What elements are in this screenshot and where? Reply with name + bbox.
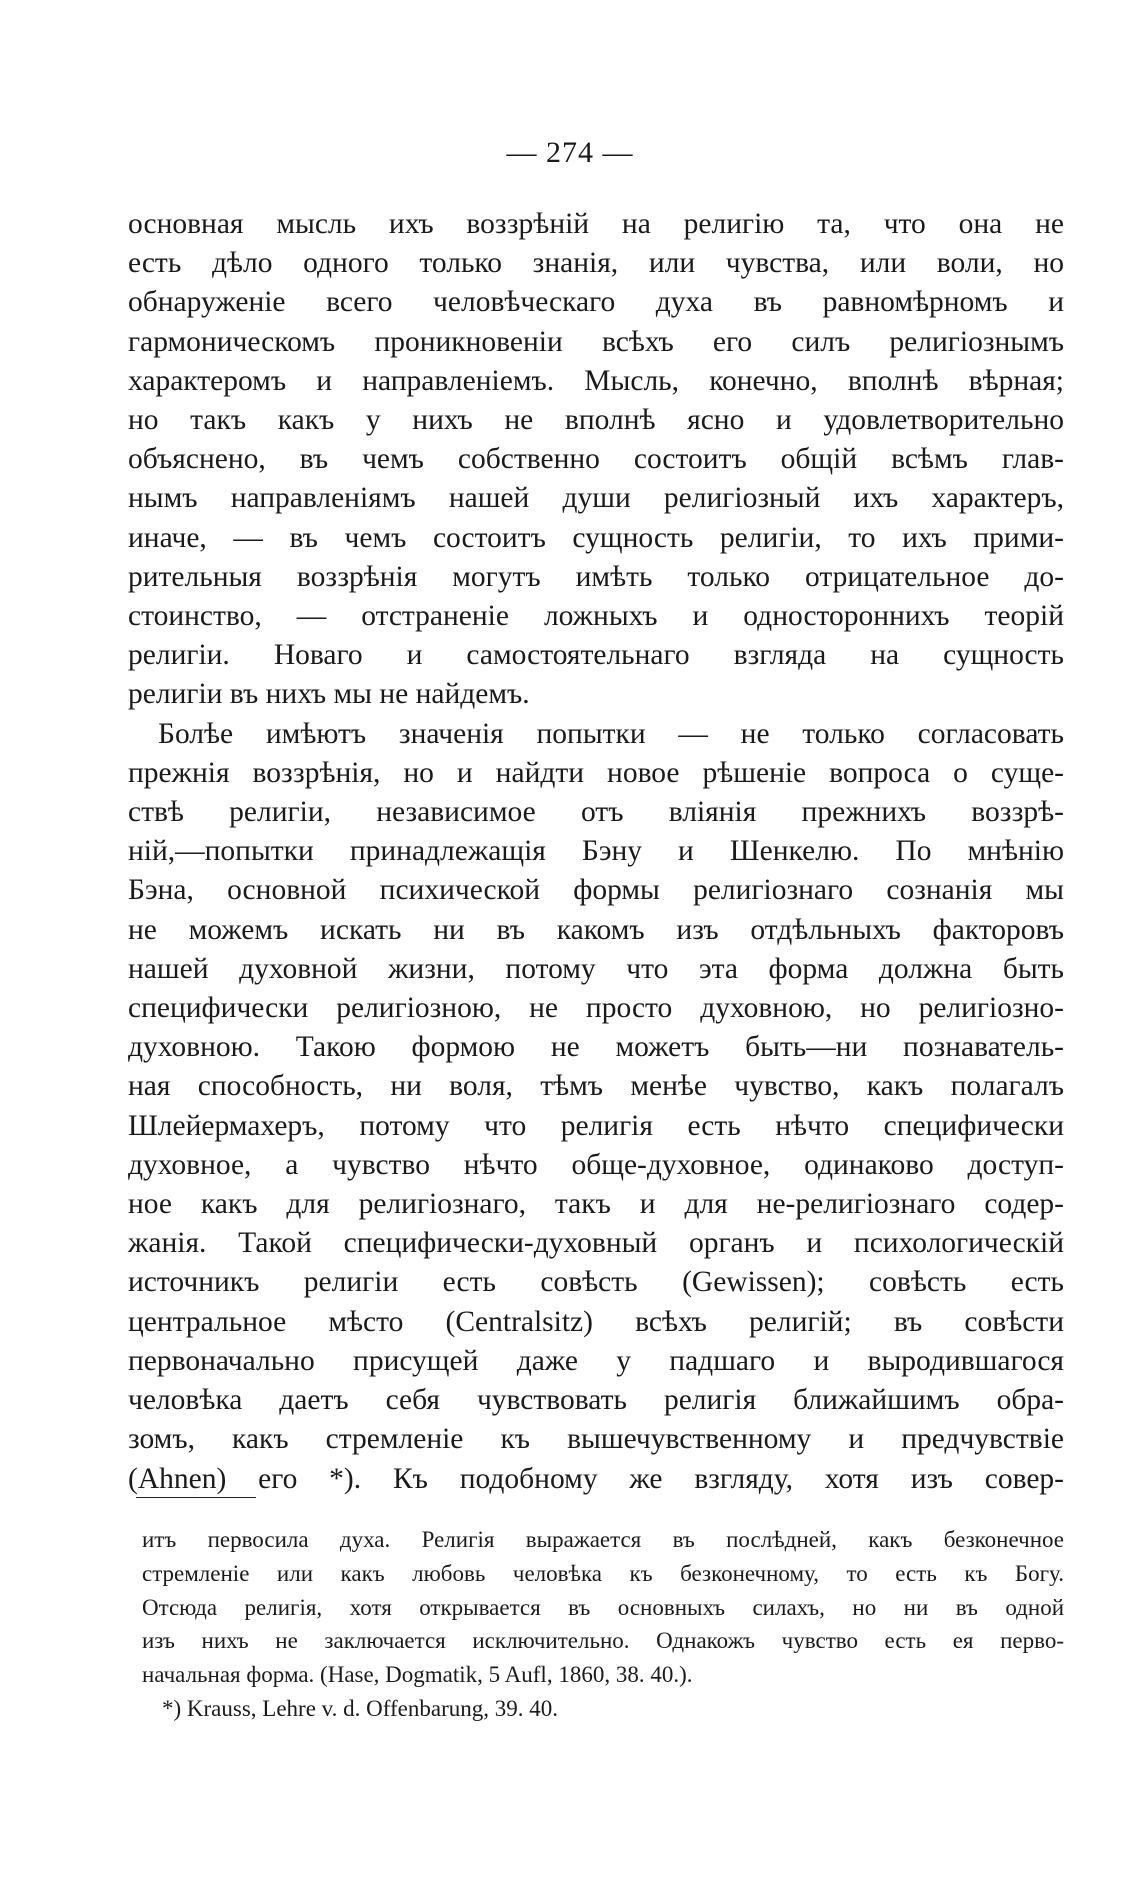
- footnote-line: итъ первосила духа. Религія выражается въ послѣдней, какъ безконечное: [142, 1527, 1064, 1552]
- page-number: — 274 —: [506, 136, 634, 169]
- text-line: гармоническомъ проникновеніи всѣхъ его силъ религіознымъ: [128, 325, 1064, 358]
- text-line: духовное, а чувство нѣчто обще-духовное, одинаково доступ-: [128, 1148, 1064, 1181]
- text-line: духовною. Такою формою не можетъ быть—ни познаватель-: [128, 1031, 1064, 1064]
- footnote-line: стремленіе или какъ любовь человѣка къ безконечному, то есть къ Богу.: [142, 1560, 1064, 1586]
- text-line: Болѣе имѣютъ значенія попытки — не только согласовать: [158, 717, 1064, 750]
- text-line: ній,—попытки принадлежащія Бэну и Шенкелю. По мнѣнію: [128, 835, 1064, 868]
- text-line: стоинство, — отстраненіе ложныхъ и одностороннихъ теорій: [128, 600, 1064, 633]
- text-line: (Ahnen) его *). Къ подобному же взгляду, хотя изъ совер-: [128, 1462, 1064, 1495]
- text-line: не можемъ искать ни въ какомъ изъ отдѣльныхъ факторовъ: [128, 913, 1064, 946]
- footnote-line: начальная форма. (Hase, Dogmatik, 5 Aufl, 1860, 38. 40.).: [142, 1662, 693, 1688]
- text-line: нашей духовной жизни, потому что эта форма должна быть: [128, 952, 1064, 985]
- text-line: иначе, — въ чемъ состоитъ сущность религіи, то ихъ прими-: [128, 521, 1064, 554]
- text-line: центральное мѣсто (Centralsitz) всѣхъ религій; въ совѣсти: [128, 1305, 1064, 1338]
- text-line: зомъ, какъ стремленіе къ вышечувственному и предчувствіе: [128, 1423, 1064, 1456]
- text-line: Бэна, основной психической формы религіознаго сознанія мы: [128, 874, 1064, 907]
- footnote-line: изъ нихъ не заключается исключительно. Однакожъ чувство есть ея перво-: [142, 1628, 1064, 1654]
- text-line: человѣка даетъ себя чувствовать религія ближайшимъ обра-: [128, 1384, 1064, 1417]
- text-line: прежнія воззрѣнія, но и найдти новое рѣшеніе вопроса о суще-: [128, 756, 1064, 789]
- text-line: ная способность, ни воля, тѣмъ менѣе чувство, какъ полагалъ: [128, 1070, 1064, 1103]
- text-line: специфически религіозною, не просто духовною, но религіозно-: [128, 992, 1064, 1025]
- text-line: Шлейермахеръ, потому что религія есть нѣчто специфически: [128, 1109, 1064, 1142]
- text-line: ствѣ религіи, независимое отъ вліянія прежнихъ воззрѣ-: [128, 796, 1064, 829]
- footnote-divider: [136, 1497, 256, 1498]
- text-line: жанія. Такой специфически-духовный органъ и психологическій: [128, 1227, 1064, 1260]
- text-line: ное какъ для религіознаго, такъ и для не-религіознаго содер-: [128, 1188, 1064, 1221]
- footnotes: [142, 1523, 1064, 1726]
- text-line: первоначально присущей даже у падшаго и выродившагося: [128, 1344, 1064, 1377]
- text-line: религіи. Новаго и самостоятельнаго взгляда на сущность: [128, 639, 1064, 672]
- paragraph-2: [128, 715, 1064, 1499]
- footnote-reference: *) Krauss, Lehre v. d. Offenbarung, 39. 40.: [162, 1695, 559, 1721]
- text-line: но такъ какъ у нихъ не вполнѣ ясно и удовлетворительно: [128, 404, 1064, 437]
- text-line: основная мысль ихъ воззрѣній на религію та, что она не: [128, 208, 1064, 240]
- text-line: религіи въ нихъ мы не найдемъ.: [128, 678, 530, 711]
- text-line: есть дѣло одного только знанія, или чувства, или воли, но: [128, 247, 1064, 280]
- main-text: [128, 205, 1064, 1499]
- text-line: рительныя воззрѣнія могутъ имѣть только отрицательное до-: [128, 560, 1064, 593]
- text-line: источникъ религіи есть совѣсть (Gewissen); совѣсть есть: [128, 1266, 1064, 1299]
- text-line: объяснено, въ чемъ собственно состоитъ общій всѣмъ глав-: [128, 443, 1064, 476]
- text-line: нымъ направленіямъ нашей души религіозный ихъ характеръ,: [128, 482, 1064, 515]
- paragraph-1: [128, 205, 1064, 715]
- footnote-line: Отсюда религія, хотя открывается въ основныхъ силахъ, но ни въ одной: [142, 1594, 1064, 1620]
- text-line: обнаруженіе всего человѣческаго духа въ равномѣрномъ и: [128, 286, 1064, 319]
- text-line: характеромъ и направленіемъ. Мысль, конечно, вполнѣ вѣрная;: [128, 364, 1064, 397]
